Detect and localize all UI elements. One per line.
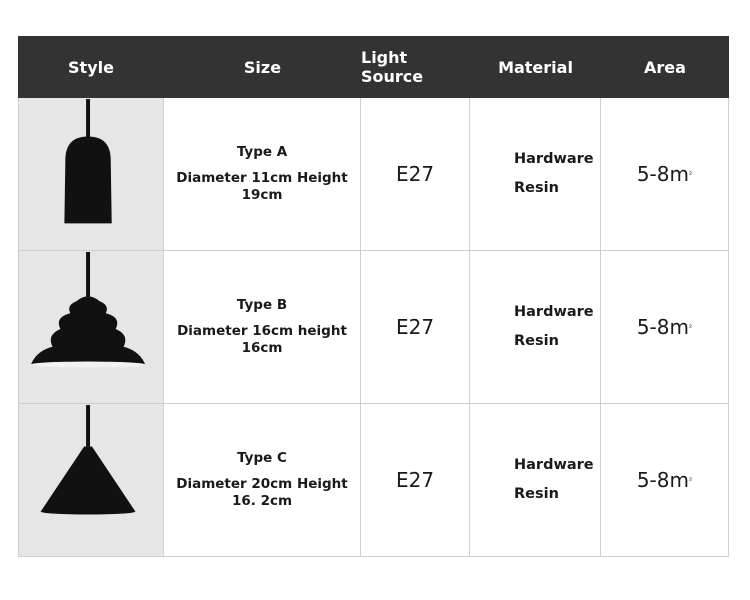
material-resin: Resin [514, 333, 559, 349]
material-hardware: Hardware [514, 151, 594, 167]
area-unit: ² [688, 322, 693, 332]
area-cell [601, 98, 729, 250]
type-label: Type B [236, 297, 288, 313]
light-source-cell: E27 [361, 404, 470, 556]
area-value: 5-8m [636, 315, 689, 339]
area-value: 5-8m [636, 468, 689, 492]
table-row [18, 404, 729, 557]
type-label: Type C [237, 450, 287, 466]
size-cell [164, 404, 361, 556]
material-cell [470, 404, 601, 556]
material-hardware: Hardware [514, 457, 594, 473]
dimensions-text: Diameter 11cm Height 19cm [176, 170, 348, 203]
material-cell [470, 251, 601, 403]
header-light-source: Light Source [361, 48, 424, 86]
table-row [18, 98, 729, 251]
area-unit: ² [688, 475, 693, 485]
area-value: 5-8m [636, 162, 689, 186]
style-cell [18, 404, 164, 556]
dimensions-text: Diameter 16cm height 16cm [177, 323, 347, 356]
material-cell [470, 98, 601, 250]
area-cell [601, 251, 729, 403]
spec-table [18, 36, 729, 557]
style-cell [18, 251, 164, 403]
material-resin: Resin [514, 486, 559, 502]
dimensions-text: Diameter 20cm Height 16. 2cm [176, 476, 348, 509]
header-size: Size [243, 57, 282, 77]
header-style: Style [68, 57, 114, 77]
size-cell [164, 251, 361, 403]
tiered-pendant-lamp-icon [19, 251, 163, 403]
light-source-cell: E27 [361, 251, 470, 403]
area-cell [601, 404, 729, 556]
type-label: Type A [236, 144, 288, 160]
table-header [18, 36, 729, 98]
header-area: Area [644, 57, 686, 77]
table-row [18, 251, 729, 404]
style-cell [18, 98, 164, 250]
size-cell [164, 98, 361, 250]
cone-pendant-lamp-icon [19, 404, 163, 556]
light-source-cell: E27 [361, 98, 470, 250]
material-hardware: Hardware [514, 304, 594, 320]
material-resin: Resin [514, 180, 559, 196]
cylinder-pendant-lamp-icon [19, 98, 163, 250]
header-material: Material [498, 57, 573, 77]
area-unit: ² [688, 169, 693, 179]
